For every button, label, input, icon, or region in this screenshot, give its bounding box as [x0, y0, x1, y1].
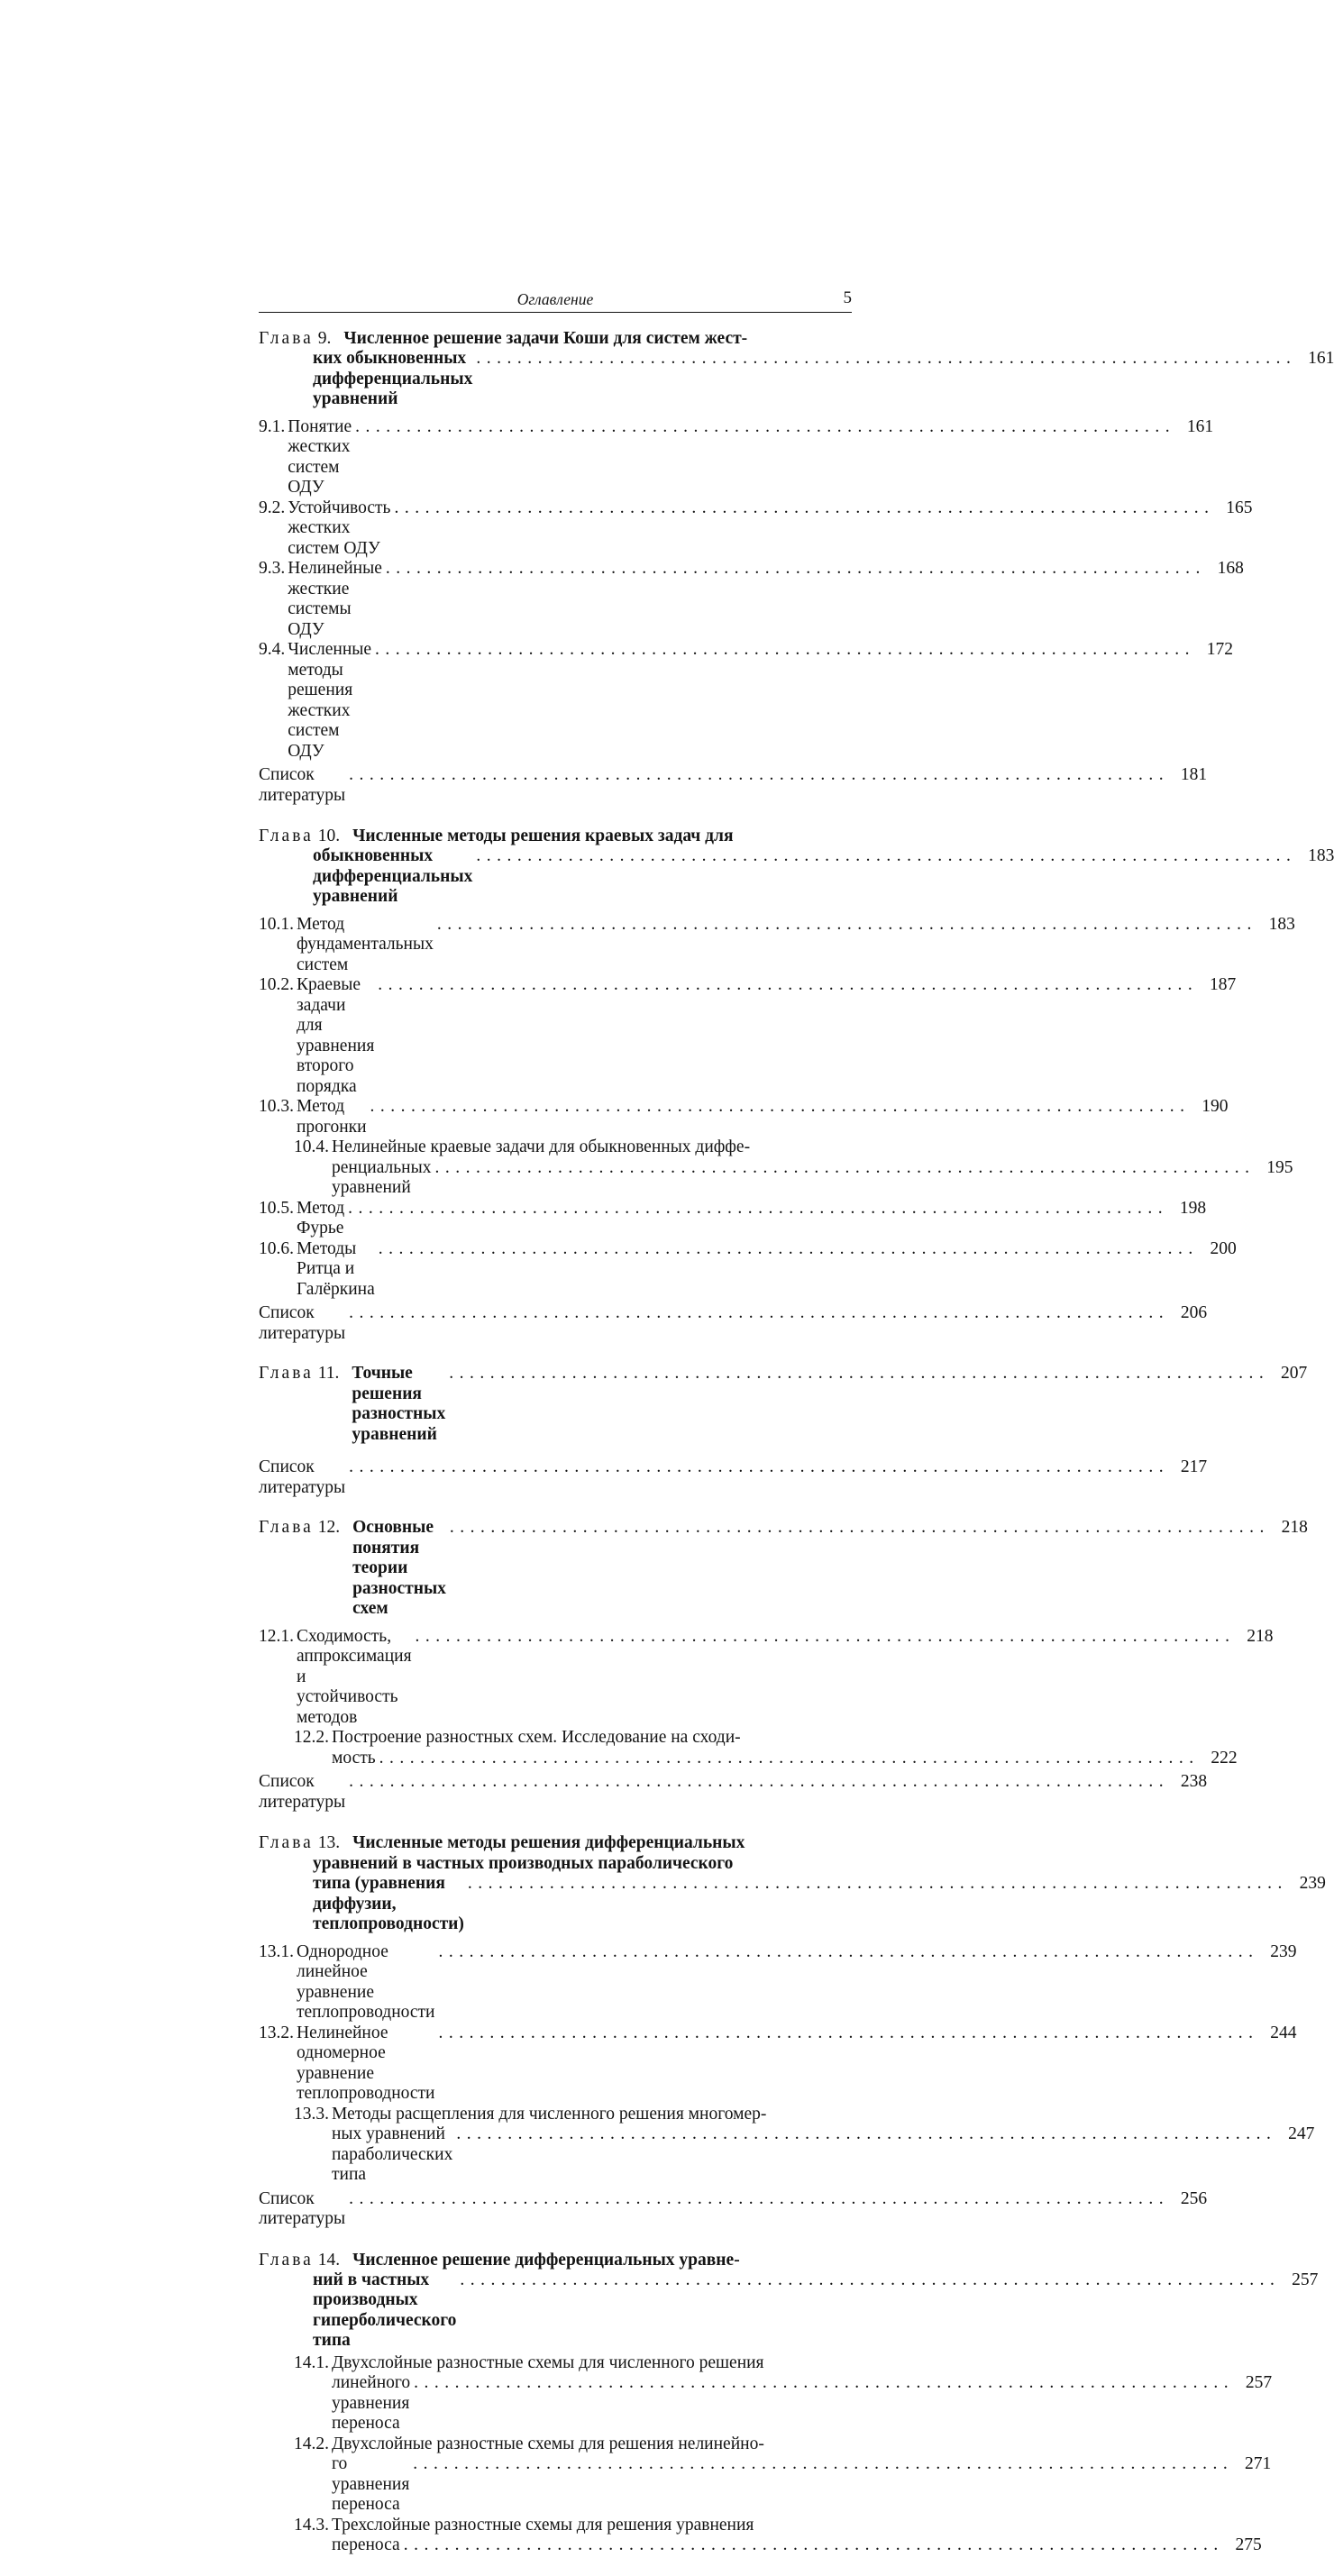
- chapter-title: Основные понятия теории разностных схем: [352, 1518, 446, 1618]
- section-entry: [259, 1137, 1293, 1199]
- chapter-title: Численное решение дифференциальных уравне-: [352, 2250, 740, 2270]
- section-title: Методы Ритца и Галёркина: [297, 1238, 375, 1299]
- section-line: [259, 2373, 1273, 2434]
- section-page: 198: [1179, 1198, 1207, 1218]
- chapter-title: Численные методы решения дифференциальных: [352, 1833, 745, 1852]
- references-page: 206: [1180, 1303, 1208, 1322]
- leader-dots: ................................................................................: [438, 2023, 1259, 2042]
- references-entry: [259, 1772, 1208, 1813]
- section-page: 172: [1206, 640, 1234, 659]
- chapter-page: 161: [1308, 349, 1334, 368]
- references-page: 256: [1180, 2188, 1208, 2208]
- leader-dots: ................................................................................: [349, 1772, 1170, 1791]
- section-title: Нелинейное одномерное уравнение теплопроводности: [297, 2023, 435, 2103]
- leader-dots: ................................................................................: [375, 640, 1196, 659]
- chapter-12: [259, 1518, 1308, 1813]
- section-list: [259, 416, 1253, 763]
- leader-dots: ................................................................................: [436, 914, 1257, 934]
- section-title: Двухслойные разностные схемы для решения нелинейно-: [332, 2434, 764, 2453]
- toc-entry: [259, 846, 1334, 908]
- page-number: 5: [843, 288, 852, 307]
- chapter-title-cont: ний в частных производных гиперболического типа: [313, 2270, 457, 2350]
- chapter-label: Глава 10.: [259, 827, 341, 845]
- leader-dots: ................................................................................: [476, 846, 1297, 865]
- chapter-heading: [259, 328, 852, 349]
- section-page: 244: [1270, 2023, 1297, 2042]
- references-title: Список литературы: [259, 1457, 346, 1497]
- section-line: [259, 1728, 852, 1749]
- references-entry: [259, 1457, 1208, 1498]
- references-title: Список литературы: [259, 1303, 346, 1343]
- section-entry: [259, 1728, 1238, 1768]
- section-number: 10.1.: [259, 914, 294, 934]
- section-title-cont: ренциальных уравнений: [332, 1157, 432, 1197]
- section-number: 10.6.: [259, 1238, 294, 1258]
- leader-dots: ................................................................................: [403, 2535, 1224, 2554]
- leader-dots: ................................................................................: [434, 1157, 1256, 1177]
- chapter-heading-cont: [259, 1853, 852, 1874]
- section-line: [259, 2124, 1315, 2186]
- chapter-14: [259, 2250, 1319, 2556]
- chapter-title-cont: уравнений в частных производных параболического: [313, 1854, 734, 1873]
- running-header: [259, 287, 852, 313]
- section-number: 10.3.: [259, 1097, 294, 1116]
- section-entry: [259, 559, 1244, 640]
- section-number: 9.4.: [259, 640, 286, 659]
- section-line: [259, 1748, 1238, 1769]
- leader-dots: ................................................................................: [438, 1941, 1259, 1961]
- section-page: 247: [1288, 2124, 1315, 2143]
- section-page: 239: [1270, 1941, 1297, 1961]
- section-title: Численные методы решения жестких систем ОДУ: [288, 640, 372, 761]
- chapter-heading: [259, 2250, 852, 2270]
- references-page: 181: [1180, 765, 1208, 784]
- section-title: Трехслойные разностные схемы для решения уравнения: [332, 2515, 754, 2535]
- section-title: Устойчивость жестких систем ОДУ: [288, 498, 391, 558]
- section-page: 161: [1186, 416, 1214, 436]
- references-entry: [259, 765, 1208, 806]
- section-page: 222: [1211, 1748, 1238, 1768]
- section-title: Понятие жестких систем ОДУ: [288, 416, 352, 497]
- chapter-label: Глава 9.: [259, 329, 332, 348]
- section-number: 14.2.: [294, 2434, 329, 2453]
- chapter-label: Глава 11.: [259, 1364, 340, 1383]
- section-title-cont: мость: [332, 1748, 376, 1768]
- section-number: 12.2.: [294, 1728, 329, 1747]
- section-page: 200: [1210, 1238, 1237, 1258]
- leader-dots: ................................................................................: [385, 559, 1206, 578]
- section-number: 13.1.: [259, 1941, 294, 1961]
- chapter-13: [259, 1832, 1326, 2230]
- section-title-cont: линейного уравнения переноса: [332, 2373, 411, 2433]
- section-list: [259, 1941, 1315, 2186]
- references-title: Список литературы: [259, 765, 346, 805]
- section-entry: [259, 1238, 1237, 1301]
- table-of-contents: [259, 328, 1334, 2576]
- leader-dots: ................................................................................: [378, 1238, 1199, 1258]
- section-page: 271: [1245, 2454, 1272, 2473]
- section-number: 13.3.: [294, 2104, 329, 2124]
- chapter-heading: [259, 826, 852, 846]
- section-title: Нелинейные краевые задачи для обыкновенных диффе-: [332, 1137, 751, 1156]
- section-page: 195: [1266, 1157, 1293, 1177]
- chapter-heading: [259, 1364, 1308, 1445]
- section-entry: [259, 498, 1253, 560]
- section-entry: [259, 1626, 1274, 1729]
- section-number: 9.3.: [259, 559, 286, 578]
- section-line: [259, 2105, 852, 2125]
- section-title: Краевые задачи для уравнения второго порядка: [297, 975, 375, 1096]
- section-entry: [259, 416, 1214, 498]
- leader-dots: ................................................................................: [379, 1748, 1200, 1768]
- leader-dots: ................................................................................: [378, 975, 1199, 994]
- chapter-page: 239: [1299, 1874, 1326, 1893]
- section-number: 14.1.: [294, 2352, 329, 2372]
- toc-entry: [259, 349, 1334, 410]
- section-page: 183: [1268, 914, 1295, 934]
- section-entry: [259, 2352, 1273, 2434]
- section-number: 9.2.: [259, 498, 286, 517]
- leader-dots: ................................................................................: [467, 1874, 1288, 1893]
- section-number: 10.4.: [294, 1137, 329, 1156]
- chapter-page: 207: [1280, 1364, 1308, 1383]
- section-title: Сходимость, аппроксимация и устойчивость методов: [297, 1626, 412, 1727]
- section-title: Метод прогонки: [297, 1097, 367, 1137]
- chapter-title: Численные методы решения краевых задач для: [352, 827, 734, 845]
- section-list: [259, 914, 1295, 1301]
- chapter-heading: [259, 1832, 852, 1853]
- leader-dots: ................................................................................: [370, 1097, 1191, 1116]
- section-title: Методы расщепления для численного решения многомер-: [332, 2104, 767, 2124]
- leader-dots: ................................................................................: [460, 2270, 1281, 2289]
- chapter-label: Глава 12.: [259, 1518, 341, 1537]
- chapter-title: Точные решения разностных уравнений: [352, 1364, 446, 1444]
- section-title: Построение разностных схем. Исследование на сходи-: [332, 1728, 741, 1747]
- section-title: Нелинейные жесткие системы ОДУ: [288, 559, 382, 639]
- chapter-11-references: [259, 1457, 1208, 1498]
- chapter-9: [259, 328, 1334, 806]
- leader-dots: ................................................................................: [456, 2124, 1277, 2143]
- leader-dots: ................................................................................: [349, 1303, 1170, 1322]
- chapter-page: 257: [1292, 2270, 1319, 2289]
- section-entry: [259, 1097, 1229, 1137]
- references-entry: [259, 1303, 1208, 1344]
- leader-dots: ................................................................................: [349, 765, 1170, 784]
- section-number: 10.2.: [259, 975, 294, 994]
- references-title: Список литературы: [259, 1772, 346, 1812]
- section-entry: [259, 2434, 1272, 2516]
- section-title: Однородное линейное уравнение теплопроводности: [297, 1941, 435, 2022]
- chapter-title-cont: ких обыкновенных дифференциальных уравнений: [313, 349, 473, 408]
- section-number: 14.3.: [294, 2515, 329, 2535]
- section-page: 218: [1247, 1626, 1274, 1646]
- section-page: 257: [1245, 2373, 1273, 2392]
- section-list: [259, 1626, 1274, 1769]
- section-entry: [259, 1941, 1297, 2023]
- references-title: Список литературы: [259, 2188, 346, 2228]
- section-title-cont: ных уравнений параболических типа: [332, 2124, 453, 2184]
- references-entry: [259, 2188, 1208, 2230]
- section-entry: [259, 2515, 1262, 2556]
- section-page: 187: [1210, 975, 1237, 994]
- leader-dots: ................................................................................: [415, 1626, 1236, 1646]
- section-page: 168: [1217, 559, 1244, 578]
- section-line: [259, 2454, 1272, 2516]
- chapter-11: [259, 1364, 1308, 1445]
- chapter-page: 218: [1281, 1518, 1308, 1537]
- section-line: [259, 2353, 852, 2374]
- section-title-cont: го уравнения переноса: [332, 2454, 410, 2514]
- leader-dots: ................................................................................: [349, 2188, 1170, 2208]
- leader-dots: ................................................................................: [349, 1457, 1170, 1476]
- section-entry: [259, 914, 1295, 976]
- section-page: 190: [1202, 1097, 1229, 1116]
- chapter-label: Глава 13.: [259, 1833, 341, 1852]
- section-line: [259, 1137, 852, 1158]
- chapter-page: 183: [1308, 846, 1334, 865]
- section-title: Метод Фурье: [297, 1198, 345, 1238]
- leader-dots: ................................................................................: [414, 2373, 1235, 2392]
- section-entry: [259, 2023, 1297, 2105]
- chapter-title: Численное решение задачи Коши для систем жест-: [343, 329, 748, 348]
- leader-dots: ................................................................................: [355, 416, 1176, 436]
- running-title: Оглавление: [516, 290, 594, 308]
- section-number: 13.2.: [259, 2023, 294, 2042]
- chapter-heading: [259, 1518, 1308, 1620]
- chapter-label: Глава 14.: [259, 2250, 341, 2270]
- section-page: 165: [1226, 498, 1253, 517]
- section-number: 10.5.: [259, 1198, 294, 1218]
- toc-entry: [259, 1874, 1326, 1935]
- section-line: [259, 1157, 1293, 1199]
- section-entry: [259, 975, 1237, 1097]
- section-entry: [259, 1198, 1207, 1239]
- chapter-title-cont: типа (уравнения диффузии, теплопроводности): [313, 1874, 464, 1933]
- section-page: 275: [1235, 2535, 1262, 2554]
- references-page: 238: [1180, 1772, 1208, 1791]
- section-title: Двухслойные разностные схемы для численного решения: [332, 2352, 764, 2372]
- section-line: [259, 2516, 852, 2536]
- section-title-cont: переноса: [332, 2535, 400, 2554]
- chapter-10: [259, 826, 1334, 1344]
- leader-dots: ................................................................................: [476, 349, 1297, 368]
- leader-dots: ................................................................................: [449, 1518, 1270, 1537]
- section-number: 12.1.: [259, 1626, 294, 1646]
- chapter-title-cont: обыкновенных дифференциальных уравнений: [313, 846, 473, 906]
- leader-dots: ................................................................................: [394, 498, 1215, 517]
- section-list: [259, 2352, 1273, 2556]
- section-entry: [259, 640, 1234, 762]
- references-page: 217: [1180, 1457, 1208, 1476]
- section-title: Метод фундаментальных систем: [297, 914, 434, 974]
- leader-dots: ................................................................................: [348, 1198, 1169, 1218]
- section-line: [259, 2434, 852, 2455]
- section-line: [259, 2535, 1262, 2556]
- toc-entry: [259, 2270, 1319, 2352]
- leader-dots: ................................................................................: [413, 2454, 1234, 2473]
- leader-dots: ................................................................................: [449, 1364, 1270, 1383]
- section-entry: [259, 2104, 1315, 2186]
- section-number: 9.1.: [259, 416, 286, 436]
